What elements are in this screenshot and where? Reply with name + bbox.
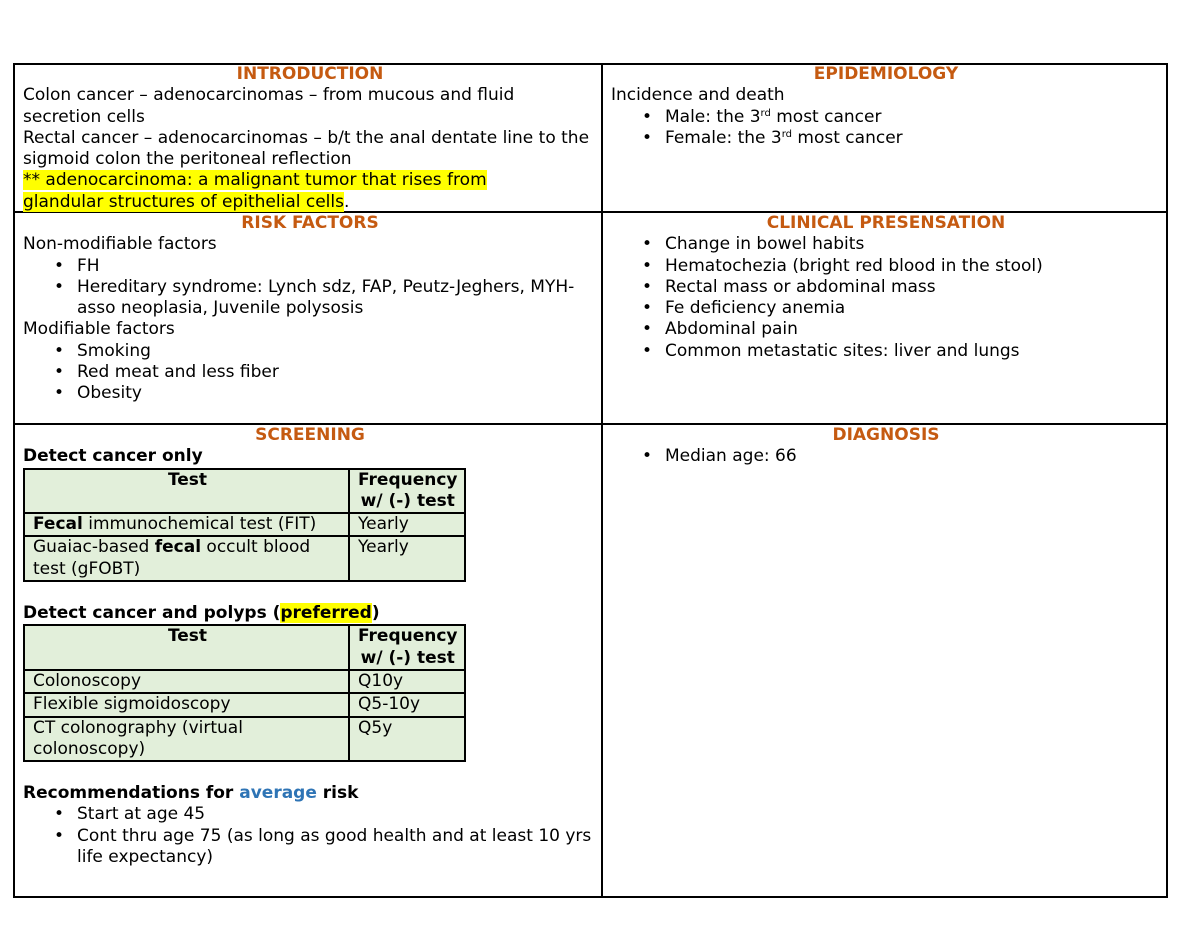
diagnosis-header: DIAGNOSIS: [832, 425, 940, 445]
test-cell: CT colonography (virtual colonoscopy): [24, 717, 349, 762]
list-item: [665, 107, 1161, 128]
risk-factors-cell: [23, 213, 597, 405]
clinical-header: CLINICAL PRESENSATION: [766, 213, 1006, 233]
screening-table-2: [23, 624, 466, 762]
epidemiology-list: [611, 107, 1161, 150]
clinical-list: [611, 234, 1161, 362]
table-row: [24, 717, 465, 762]
incidence-text: Incidence and death: [611, 85, 785, 106]
average-accent: average: [239, 783, 317, 804]
clinical-cell: [611, 213, 1161, 362]
table-header-row: [24, 469, 465, 514]
test-cell: [24, 536, 349, 581]
test-text: Guaiac-based: [33, 537, 155, 558]
screening-cell: [23, 425, 597, 868]
test-cell: [24, 513, 349, 536]
adenocarcinoma-note: [23, 170, 597, 213]
frequency-cell: Yearly: [349, 513, 465, 536]
highlight-note-line1: ** adenocarcinoma: a malignant tumor that rises from: [23, 170, 487, 191]
list-item: • Abdominal pain: [665, 319, 1161, 340]
colon-cancer-text: Colon cancer – adenocarcinomas – from mucous and fluid secretion cells: [23, 85, 515, 127]
list-item: • Smoking: [77, 341, 597, 362]
list-item: • Change in bowel habits: [665, 234, 1161, 255]
male-text-end: most cancer: [770, 106, 882, 127]
col-test-header: Test: [24, 625, 349, 670]
female-superscript: rd: [781, 128, 793, 140]
list-item: • FH: [77, 256, 597, 277]
modifiable-label: Modifiable factors: [23, 319, 175, 340]
list-item: • Fe deficiency anemia: [665, 298, 1161, 319]
frequency-cell: Q5-10y: [349, 693, 465, 716]
list-item: • Median age: 66: [665, 446, 1161, 467]
rec-title-text: Recommendations for: [23, 783, 240, 804]
spacer: [23, 762, 597, 783]
female-text: Female: the 3: [665, 127, 782, 148]
col-test-header: Test: [24, 469, 349, 514]
modifiable-list: [23, 341, 597, 405]
bold-fecal: Fecal: [33, 514, 83, 535]
introduction-header: INTRODUCTION: [236, 64, 384, 84]
list-item: • Cont thru age 75 (as long as good health and at least 10 yrs life expectancy): [77, 826, 597, 869]
list-item: • Hereditary syndrome: Lynch sdz, FAP, Peutz-Jeghers, MYH-asso neoplasia, Juvenile polysosis: [77, 277, 597, 320]
male-text: Male: the 3: [665, 106, 761, 127]
table2-title-end: ): [371, 603, 380, 624]
highlight-note-line2: glandular structures of epithelial cells: [23, 191, 344, 212]
frequency-cell: Q10y: [349, 670, 465, 693]
spacer: [23, 582, 597, 603]
bold-fecal: fecal: [154, 537, 202, 558]
list-item: • Obesity: [77, 383, 597, 404]
column-divider: [601, 63, 603, 898]
table-row: [24, 536, 465, 581]
epidemiology-header: EPIDEMIOLOGY: [813, 64, 959, 84]
test-cell: Flexible sigmoidoscopy: [24, 693, 349, 716]
male-superscript: rd: [760, 107, 771, 119]
non-modifiable-label: Non-modifiable factors: [23, 234, 217, 255]
epidemiology-cell: [611, 64, 1161, 149]
table-row: [24, 513, 465, 536]
table2-title-text: Detect cancer and polyps (: [23, 603, 281, 624]
recommendations-title: [23, 783, 597, 804]
screening-table-1: [23, 468, 466, 582]
preferred-highlight: preferred: [280, 603, 372, 624]
diagnosis-list: [611, 446, 1161, 467]
test-text-end: occult blood test (gFOBT): [33, 537, 311, 579]
list-item: • Red meat and less fiber: [77, 362, 597, 383]
diagnosis-cell: [611, 425, 1161, 468]
non-modifiable-list: [23, 256, 597, 320]
list-item: • Hematochezia (bright red blood in the stool): [665, 256, 1161, 277]
test-text: immunochemical test (FIT): [82, 514, 317, 535]
rectal-cancer-text: Rectal cancer – adenocarcinomas – b/t the anal dentate line to the sigmoid colon the peritoneal reflection: [23, 127, 590, 170]
introduction-cell: [23, 64, 597, 213]
note-period: .: [343, 191, 350, 212]
frequency-cell: Yearly: [349, 536, 465, 581]
detect-cancer-polyps-title: [23, 603, 597, 624]
list-item: • Rectal mass or abdominal mass: [665, 277, 1161, 298]
female-text-end: most cancer: [792, 127, 903, 148]
table-header-row: [24, 625, 465, 670]
frequency-cell: Q5y: [349, 717, 465, 762]
table-row: [24, 670, 465, 693]
detect-cancer-only-title: [23, 446, 597, 467]
recommendations-list: [23, 804, 597, 868]
list-item: • Common metastatic sites: liver and lungs: [665, 341, 1161, 362]
col-frequency-header: Frequency w/ (-) test: [349, 625, 465, 670]
table1-title-text: Detect cancer only: [23, 446, 203, 467]
rec-title-end: risk: [316, 783, 359, 804]
screening-header: SCREENING: [255, 425, 365, 445]
risk-factors-header: RISK FACTORS: [241, 213, 379, 233]
table-row: [24, 693, 465, 716]
list-item: [665, 128, 1161, 149]
list-item: • Start at age 45: [77, 804, 597, 825]
test-cell: Colonoscopy: [24, 670, 349, 693]
col-frequency-header: Frequency w/ (-) test: [349, 469, 465, 514]
